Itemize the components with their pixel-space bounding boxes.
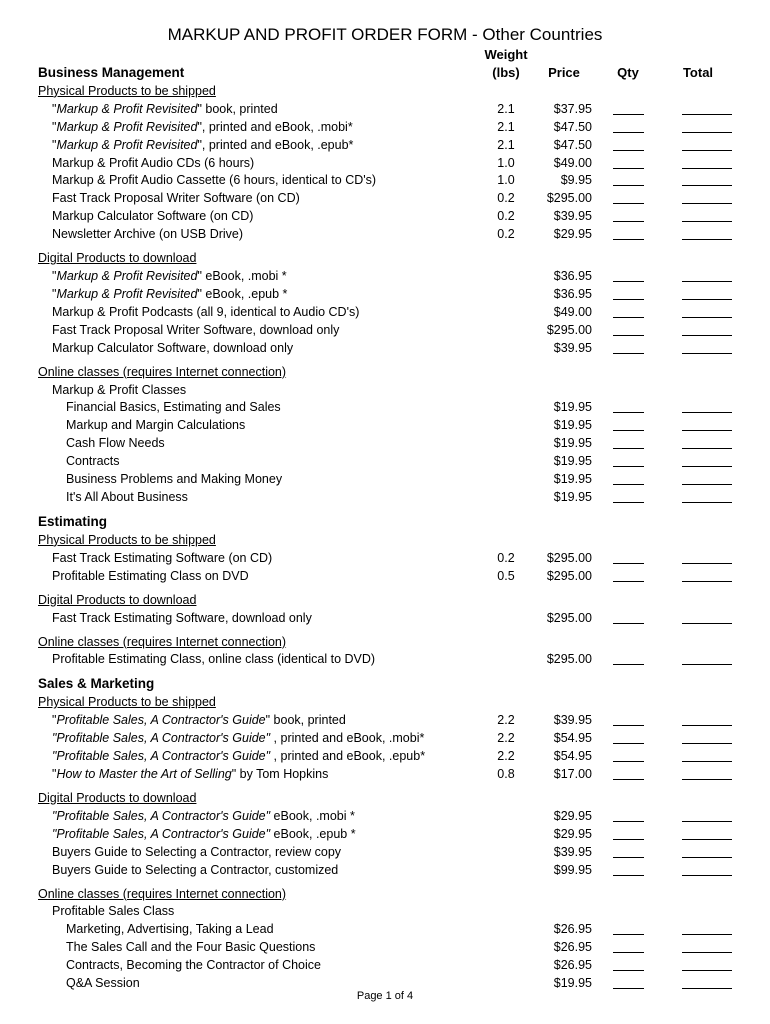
product-row bbox=[0, 100, 770, 118]
label-part: Buyers Guide to Selecting a Contractor, customized bbox=[52, 862, 339, 877]
price-value: $39.95 bbox=[553, 209, 592, 224]
price-value: $54.95 bbox=[553, 731, 592, 746]
product-row bbox=[0, 303, 770, 321]
weight-value: 0.2 bbox=[497, 550, 515, 565]
group-label bbox=[0, 902, 770, 920]
row-label: Digital Products to download bbox=[38, 790, 197, 805]
row-label: Estimating bbox=[38, 513, 108, 529]
row-label bbox=[52, 861, 338, 879]
label-part: Markup & Profit Revisited bbox=[56, 286, 198, 301]
price-value: $17.00 bbox=[553, 766, 592, 781]
weight-value: 0.8 bbox=[497, 766, 515, 781]
product-row bbox=[0, 920, 770, 938]
row-label bbox=[52, 650, 375, 668]
weight-value: 0.2 bbox=[497, 209, 515, 224]
total-field[interactable] bbox=[682, 335, 732, 336]
product-row bbox=[0, 434, 770, 452]
row-label bbox=[52, 339, 293, 357]
label-part: " bbox=[52, 713, 57, 728]
weight-value: 2.2 bbox=[497, 713, 515, 728]
label-part: " book, printed bbox=[197, 101, 278, 116]
qty-field[interactable] bbox=[613, 857, 644, 858]
total-field[interactable] bbox=[682, 448, 732, 449]
total-field[interactable] bbox=[682, 114, 732, 115]
weight-value: 0.2 bbox=[497, 227, 515, 242]
row-label bbox=[66, 452, 120, 470]
group-label bbox=[0, 381, 770, 399]
total-field[interactable] bbox=[682, 952, 732, 953]
product-row bbox=[0, 189, 770, 207]
product-row bbox=[0, 747, 770, 765]
label-part: "Profitable Sales, A Contractor's Guide" bbox=[52, 826, 271, 841]
price-value: $19.95 bbox=[553, 472, 592, 486]
label-part: " bbox=[52, 269, 57, 283]
label-part: Markup & Profit Revisited bbox=[56, 101, 198, 116]
label-part: , printed and eBook, .mobi* bbox=[270, 731, 425, 746]
row-label bbox=[52, 303, 359, 321]
label-part: " bbox=[52, 137, 57, 152]
qty-field[interactable] bbox=[613, 466, 644, 467]
subsection-heading bbox=[0, 789, 770, 807]
product-row bbox=[0, 711, 770, 729]
row-label: Online classes (requires Internet connection) bbox=[38, 634, 287, 649]
page-title: MARKUP AND PROFIT ORDER FORM - Other Countries bbox=[167, 25, 603, 44]
total-field[interactable] bbox=[682, 839, 732, 840]
product-row bbox=[0, 398, 770, 416]
row-label bbox=[52, 321, 339, 339]
label-part: Markup & Profit Revisited bbox=[56, 269, 198, 283]
qty-field[interactable] bbox=[613, 448, 644, 449]
label-part: "Profitable Sales, A Contractor's Guide" bbox=[52, 731, 271, 746]
row-label bbox=[66, 488, 188, 506]
weight-value: 0.2 bbox=[497, 191, 515, 206]
row-label bbox=[52, 118, 353, 136]
row-label bbox=[52, 567, 249, 585]
row-label: Physical Products to be shipped bbox=[38, 695, 216, 710]
price-value: $29.95 bbox=[553, 227, 592, 242]
weight-value: 1.0 bbox=[497, 173, 515, 188]
weight-value: 2.2 bbox=[497, 749, 515, 763]
product-row bbox=[0, 470, 770, 488]
row-label: Online classes (requires Internet connection) bbox=[38, 886, 287, 901]
subsection-heading bbox=[0, 82, 770, 100]
row-label bbox=[52, 765, 328, 783]
row-label: Markup & Profit Classes bbox=[52, 382, 187, 397]
weight-value: 2.1 bbox=[497, 137, 515, 152]
price-value: $295.00 bbox=[546, 652, 592, 667]
qty-field[interactable] bbox=[613, 484, 644, 485]
total-field[interactable] bbox=[682, 132, 732, 133]
row-label: Physical Products to be shipped bbox=[38, 83, 216, 98]
label-part: " bbox=[52, 286, 57, 301]
label-part: ", printed and eBook, .mobi* bbox=[197, 119, 353, 134]
price-value: $295.00 bbox=[546, 550, 592, 565]
qty-field[interactable] bbox=[613, 779, 644, 780]
row-label bbox=[66, 938, 315, 956]
total-field[interactable] bbox=[682, 299, 732, 300]
price-value: $47.50 bbox=[553, 137, 592, 152]
row-label bbox=[52, 100, 278, 118]
qty-field[interactable] bbox=[613, 839, 644, 840]
subsection-heading bbox=[0, 531, 770, 549]
total-field[interactable] bbox=[682, 875, 732, 876]
qty-field[interactable] bbox=[613, 281, 644, 282]
total-field[interactable] bbox=[682, 203, 732, 204]
label-part: Fast Track Estimating Software (on CD) bbox=[52, 550, 273, 565]
section-heading bbox=[0, 675, 770, 693]
qty-field[interactable] bbox=[613, 934, 644, 935]
weight-value: 1.0 bbox=[497, 155, 515, 170]
label-part: eBook, .epub * bbox=[270, 826, 356, 841]
price-value: $39.95 bbox=[553, 340, 592, 355]
total-field[interactable] bbox=[682, 412, 732, 413]
weight-value: 2.1 bbox=[497, 101, 515, 116]
row-label bbox=[52, 549, 272, 567]
qty-field[interactable] bbox=[613, 132, 644, 133]
row-label: Profitable Sales Class bbox=[52, 904, 175, 919]
label-part: " bbox=[52, 766, 57, 781]
product-row bbox=[0, 729, 770, 747]
row-label bbox=[52, 136, 353, 154]
weight-value: 2.1 bbox=[497, 119, 515, 134]
label-part: " eBook, .mobi * bbox=[197, 269, 287, 283]
label-part: Buyers Guide to Selecting a Contractor, review copy bbox=[52, 844, 342, 859]
total-field[interactable] bbox=[682, 150, 732, 151]
section-heading bbox=[0, 513, 770, 531]
label-part: " bbox=[52, 101, 57, 116]
product-row bbox=[0, 650, 770, 668]
qty-field[interactable] bbox=[613, 623, 644, 624]
price-value: $19.95 bbox=[553, 976, 592, 990]
row-label bbox=[52, 747, 425, 765]
row-label: Online classes (requires Internet connection) bbox=[38, 364, 287, 379]
label-part: Fast Track Proposal Writer Software, download only bbox=[52, 322, 340, 337]
qty-field[interactable] bbox=[613, 185, 644, 186]
price-value: $26.95 bbox=[553, 940, 592, 955]
price-value: $19.95 bbox=[553, 489, 592, 504]
label-part: Cash Flow Needs bbox=[66, 436, 165, 451]
label-part: eBook, .mobi * bbox=[270, 808, 355, 823]
price-value: $49.00 bbox=[553, 155, 592, 170]
weight-value: 2.2 bbox=[497, 731, 515, 746]
page-footer: Page 1 of 4 bbox=[356, 990, 414, 1002]
product-row bbox=[0, 118, 770, 136]
qty-field[interactable] bbox=[613, 150, 644, 151]
price-header: Price bbox=[548, 65, 580, 80]
label-part: Newsletter Archive (on USB Drive) bbox=[52, 227, 244, 242]
qty-field[interactable] bbox=[613, 412, 644, 413]
total-field[interactable] bbox=[682, 353, 732, 354]
total-field[interactable] bbox=[682, 779, 732, 780]
total-field[interactable] bbox=[682, 581, 732, 582]
product-row bbox=[0, 549, 770, 567]
row-label bbox=[52, 267, 287, 285]
price-value: $19.95 bbox=[553, 418, 592, 433]
label-part: Markup & Profit Revisited bbox=[56, 119, 198, 134]
label-part: Markup & Profit Revisited bbox=[56, 137, 198, 152]
row-label bbox=[52, 609, 312, 627]
qty-field[interactable] bbox=[613, 761, 644, 762]
price-value: $39.95 bbox=[553, 844, 592, 859]
price-value: $19.95 bbox=[553, 400, 592, 415]
qty-field[interactable] bbox=[613, 952, 644, 953]
product-row bbox=[0, 843, 770, 861]
product-row bbox=[0, 225, 770, 243]
label-part: Business Problems and Making Money bbox=[66, 472, 283, 486]
label-part: Markup Calculator Software (on CD) bbox=[52, 209, 254, 224]
row-label bbox=[66, 920, 274, 938]
row-label: Sales & Marketing bbox=[38, 676, 155, 692]
product-row bbox=[0, 488, 770, 506]
label-part: Contracts bbox=[66, 454, 120, 469]
row-label bbox=[52, 711, 346, 729]
product-row bbox=[0, 321, 770, 339]
section-heading bbox=[0, 64, 770, 82]
qty-field[interactable] bbox=[613, 970, 644, 971]
qty-field[interactable] bbox=[613, 725, 644, 726]
total-field[interactable] bbox=[682, 281, 732, 282]
price-value: $19.95 bbox=[553, 454, 592, 469]
subsection-heading bbox=[0, 633, 770, 651]
label-part: It's All About Business bbox=[66, 489, 188, 504]
row-label bbox=[66, 956, 321, 974]
row-label: Business Management bbox=[38, 65, 185, 80]
price-value: $49.00 bbox=[553, 304, 592, 319]
row-label bbox=[52, 843, 341, 861]
product-row bbox=[0, 339, 770, 357]
product-row bbox=[0, 609, 770, 627]
qty-field[interactable] bbox=[613, 821, 644, 822]
label-part: Profitable Estimating Class, online class (identical to DVD) bbox=[52, 652, 376, 667]
total-field[interactable] bbox=[682, 988, 732, 989]
price-value: $9.95 bbox=[560, 173, 592, 188]
label-part: Markup & Profit Podcasts (all 9, identical to Audio CD's) bbox=[52, 304, 360, 319]
price-value: $36.95 bbox=[553, 286, 592, 301]
price-value: $19.95 bbox=[553, 436, 592, 451]
qty-header: Qty bbox=[617, 65, 639, 80]
total-field[interactable] bbox=[682, 761, 732, 762]
total-field[interactable] bbox=[682, 484, 732, 485]
weight-unit-header: (lbs) bbox=[492, 65, 520, 80]
qty-field[interactable] bbox=[613, 430, 644, 431]
subsection-heading bbox=[0, 693, 770, 711]
label-part: Contracts, Becoming the Contractor of Choice bbox=[66, 958, 321, 973]
label-part: Markup Calculator Software, download only bbox=[52, 340, 294, 355]
price-value: $37.95 bbox=[553, 101, 592, 116]
total-field[interactable] bbox=[682, 725, 732, 726]
product-row bbox=[0, 938, 770, 956]
qty-field[interactable] bbox=[613, 221, 644, 222]
product-row bbox=[0, 267, 770, 285]
label-part: "Profitable Sales, A Contractor's Guide" bbox=[52, 749, 271, 763]
label-part: " eBook, .epub * bbox=[197, 286, 288, 301]
total-field[interactable] bbox=[682, 623, 732, 624]
qty-field[interactable] bbox=[613, 353, 644, 354]
label-part: Profitable Estimating Class on DVD bbox=[52, 568, 249, 583]
row-label bbox=[52, 825, 356, 843]
row-label bbox=[66, 434, 165, 452]
price-value: $99.95 bbox=[553, 862, 592, 877]
qty-field[interactable] bbox=[613, 664, 644, 665]
total-field[interactable] bbox=[682, 221, 732, 222]
total-field[interactable] bbox=[682, 970, 732, 971]
total-field[interactable] bbox=[682, 502, 732, 503]
product-row bbox=[0, 171, 770, 189]
total-field[interactable] bbox=[682, 934, 732, 935]
total-field[interactable] bbox=[682, 317, 732, 318]
label-part: Fast Track Proposal Writer Software (on CD) bbox=[52, 191, 300, 206]
row-label bbox=[52, 171, 376, 189]
qty-field[interactable] bbox=[613, 317, 644, 318]
label-part: Fast Track Estimating Software, download only bbox=[52, 610, 312, 625]
qty-field[interactable] bbox=[613, 335, 644, 336]
qty-field[interactable] bbox=[613, 988, 644, 989]
price-value: $29.95 bbox=[553, 826, 592, 841]
qty-field[interactable] bbox=[613, 581, 644, 582]
row-label: Digital Products to download bbox=[38, 592, 197, 607]
total-field[interactable] bbox=[682, 239, 732, 240]
row-label bbox=[52, 189, 300, 207]
qty-field[interactable] bbox=[613, 563, 644, 564]
price-value: $29.95 bbox=[553, 808, 592, 823]
subsection-heading bbox=[0, 885, 770, 903]
price-value: $47.50 bbox=[553, 119, 592, 134]
row-label: Digital Products to download bbox=[38, 251, 197, 266]
label-part: Financial Basics, Estimating and Sales bbox=[66, 400, 281, 415]
total-field[interactable] bbox=[682, 664, 732, 665]
label-part: ", printed and eBook, .epub* bbox=[197, 137, 354, 152]
label-part: Q&A Session bbox=[66, 976, 140, 990]
row-label: Physical Products to be shipped bbox=[38, 532, 216, 547]
total-field[interactable] bbox=[682, 821, 732, 822]
label-part: "Profitable Sales, A Contractor's Guide" bbox=[52, 808, 271, 823]
qty-field[interactable] bbox=[613, 875, 644, 876]
product-row bbox=[0, 452, 770, 470]
product-row bbox=[0, 416, 770, 434]
price-value: $36.95 bbox=[553, 269, 592, 283]
product-row bbox=[0, 207, 770, 225]
price-value: $26.95 bbox=[553, 958, 592, 973]
label-part: " by Tom Hopkins bbox=[231, 766, 329, 781]
label-part: Marketing, Advertising, Taking a Lead bbox=[66, 922, 274, 937]
qty-field[interactable] bbox=[613, 114, 644, 115]
qty-field[interactable] bbox=[613, 168, 644, 169]
price-value: $295.00 bbox=[546, 610, 592, 625]
row-label bbox=[52, 285, 287, 303]
qty-field[interactable] bbox=[613, 203, 644, 204]
product-row bbox=[0, 861, 770, 879]
label-part: , printed and eBook, .epub* bbox=[270, 749, 426, 763]
label-part: " book, printed bbox=[265, 713, 346, 728]
row-label bbox=[52, 729, 424, 747]
label-part: Profitable Sales, A Contractor's Guide bbox=[56, 713, 266, 728]
total-field[interactable] bbox=[682, 743, 732, 744]
subsection-heading bbox=[0, 249, 770, 267]
label-part: " bbox=[52, 119, 57, 134]
total-field[interactable] bbox=[682, 185, 732, 186]
row-label bbox=[52, 207, 253, 225]
total-field[interactable] bbox=[682, 430, 732, 431]
subsection-heading bbox=[0, 591, 770, 609]
total-field[interactable] bbox=[682, 168, 732, 169]
product-row bbox=[0, 285, 770, 303]
subsection-heading bbox=[0, 363, 770, 381]
product-row bbox=[0, 765, 770, 783]
product-row bbox=[0, 956, 770, 974]
row-label bbox=[66, 416, 245, 434]
product-row bbox=[0, 567, 770, 585]
row-label bbox=[52, 154, 254, 172]
label-part: Markup & Profit Audio Cassette (6 hours, identical to CD's) bbox=[52, 173, 377, 188]
price-value: $295.00 bbox=[546, 191, 592, 206]
weight-value: 0.5 bbox=[497, 568, 515, 583]
label-part: Markup & Profit Audio CDs (6 hours) bbox=[52, 155, 255, 170]
total-field[interactable] bbox=[682, 563, 732, 564]
label-part: The Sales Call and the Four Basic Questions bbox=[66, 940, 316, 955]
qty-field[interactable] bbox=[613, 239, 644, 240]
row-label bbox=[66, 398, 281, 416]
product-row bbox=[0, 807, 770, 825]
total-header: Total bbox=[682, 65, 714, 80]
row-label bbox=[52, 807, 355, 825]
total-field[interactable] bbox=[682, 857, 732, 858]
product-row bbox=[0, 154, 770, 172]
row-label bbox=[66, 470, 282, 488]
product-row bbox=[0, 136, 770, 154]
price-value: $26.95 bbox=[553, 922, 592, 937]
total-field[interactable] bbox=[682, 466, 732, 467]
row-label bbox=[52, 225, 243, 243]
price-value: $295.00 bbox=[546, 568, 592, 583]
price-value: $39.95 bbox=[553, 713, 592, 728]
label-part: How to Master the Art of Selling bbox=[56, 766, 232, 781]
qty-field[interactable] bbox=[613, 502, 644, 503]
weight-header: Weight bbox=[484, 47, 528, 62]
price-value: $295.00 bbox=[546, 322, 592, 337]
qty-field[interactable] bbox=[613, 743, 644, 744]
qty-field[interactable] bbox=[613, 299, 644, 300]
product-row bbox=[0, 825, 770, 843]
price-value: $54.95 bbox=[553, 749, 592, 763]
label-part: Markup and Margin Calculations bbox=[66, 418, 246, 433]
